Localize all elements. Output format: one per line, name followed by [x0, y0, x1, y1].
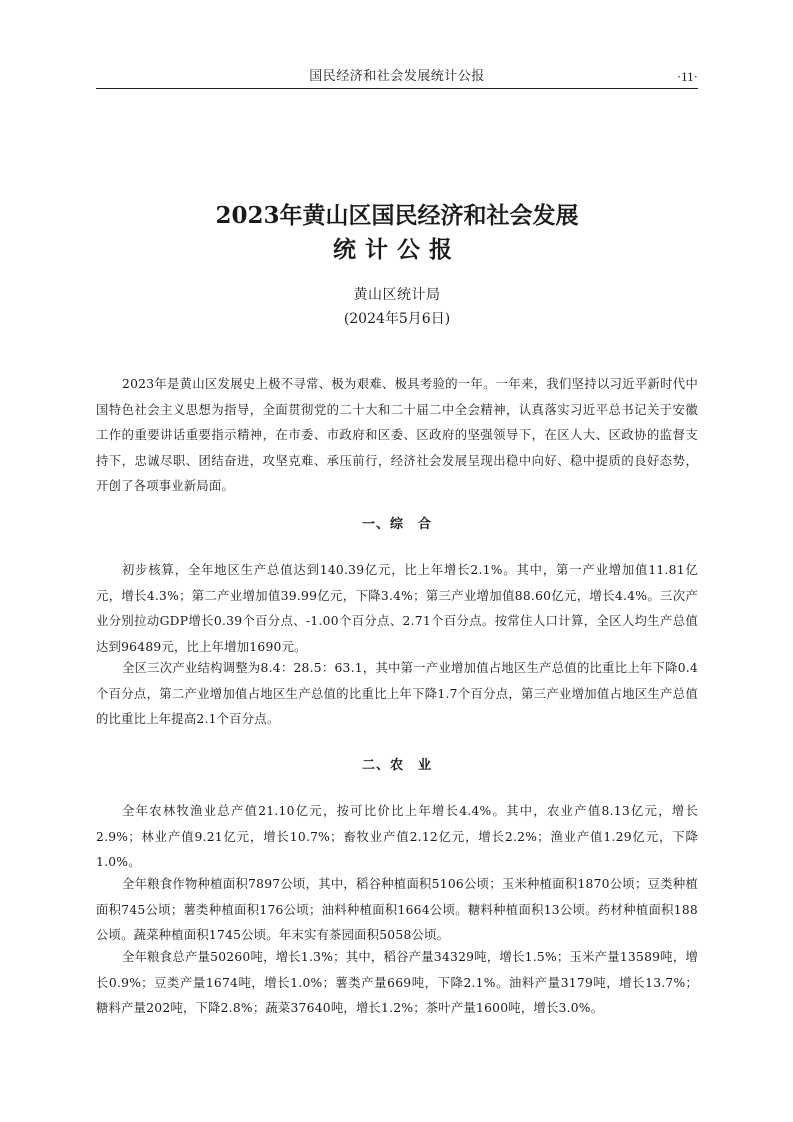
intro-paragraph: 2023年是黄山区发展史上极不寻常、极为艰难、极具考验的一年。一年来，我们坚持以习近平新时代中国特色社会主义思想为指导，全面贯彻党的二十大和二十届二中全会精神，认真落实习近平总书记关于安徽工作的重要讲话重要指示精神，在市委、市政府和区委、区政府的坚强领导下，在区人大、区政协的监督支持下，忠诚尽职、团结奋进，攻坚克难、承压前行，经济社会发展呈现出稳中向好、稳中提质的良好态势，开创了各项事业新局面。 — [96, 377, 698, 493]
paragraph-agri-output: 全年农林牧渔业总产值21.10亿元，按可比价比上年增长4.4%。其中，农业产值8.13亿元，增长2.9%；林业产值9.21亿元，增长10.7%；畜牧业产值2.12亿元，增长2.2%；渔业产值1.29亿元，下降1.0%。 — [96, 804, 698, 869]
issue-date: (2024年5月6日) — [343, 311, 451, 327]
paragraph-grain-output: 全年粮食总产量50260吨，增长1.3%；其中，稻谷产量34329吨，增长1.5%；玉米产量13589吨，增长0.9%；豆类产量1674吨，增长1.0%；薯类产量669吨，下降2.1%。油料产量3179吨，增长13.7%；糖料产量202吨，下降2.8%；蔬菜37640吨，增长1.2%；茶叶产量1600吨，增长3.0%。 — [96, 950, 698, 1015]
page-number: ·11· — [676, 69, 698, 84]
paragraph-industry-structure: 全区三次产业结构调整为8.4：28.5：63.1，其中第一产业增加值占地区生产总值的比重比上年下降0.4个百分点，第二产业增加值占地区生产总值的比重比上年下降1.7个百分点，第三产业增加值占地区生产总值的比重比上年提高2.1个百分点。 — [96, 661, 698, 726]
document-title-line1: 2023年黄山区国民经济和社会发展 — [215, 202, 579, 229]
paragraph-gdp: 初步核算，全年地区生产总值达到140.39亿元，比上年增长2.1%。其中，第一产业增加值11.81亿元，增长4.3%；第二产业增加值39.99亿元，下降3.4%；第三产业增加值88.60亿元，增长4.4%。三次产业分别拉动GDP增长0.39个百分点、-1.00个百分点、2.71个百分点。按常住人口计算，全区人均生产总值达到96489元，比上年增加1690元。 — [96, 563, 698, 654]
document-title-line2: 统计公报 — [333, 236, 461, 263]
paragraph-planting-area: 全年粮食作物种植面积7897公顷，其中，稻谷种植面积5106公顷；玉米种植面积1870公顷；豆类种植面积745公顷；薯类种植面积176公顷；油料种植面积1664公顷。糖料种植面积13公顷。药材种植面积188公顷。蔬菜种植面积1745公顷。年末实有茶园面积5058公顷。 — [96, 877, 698, 942]
running-header-title: 国民经济和社会发展统计公报 — [309, 69, 485, 84]
running-header — [96, 68, 698, 89]
issuer: 黄山区统计局 — [353, 287, 441, 303]
section-heading-agriculture: 二、农 业 — [361, 758, 432, 773]
section-heading-general: 一、综 合 — [361, 517, 432, 532]
